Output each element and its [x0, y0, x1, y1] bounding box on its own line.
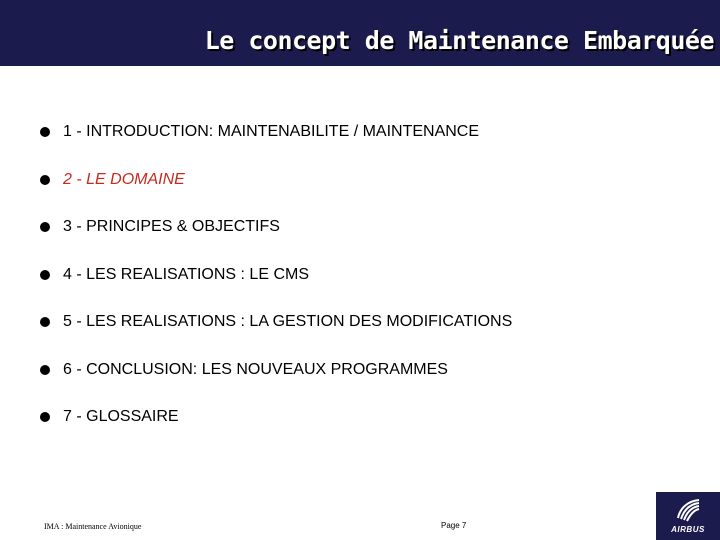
bullet-icon: [40, 412, 50, 422]
bullet-icon: [40, 127, 50, 137]
agenda-item-label: 4 - LES REALISATIONS : LE CMS: [63, 265, 309, 283]
agenda-item-3: [40, 217, 512, 265]
agenda-item-1: [40, 122, 512, 170]
agenda-item-label: 7 - GLOSSAIRE: [63, 408, 179, 425]
agenda-item-label: 5 - LES REALISATIONS : LA GESTION DES MODIFICATIONS: [63, 313, 513, 330]
slide-title: Le concept de Maintenance Embarquée: [204, 26, 714, 55]
bullet-icon: [40, 222, 50, 232]
airbus-logo-icon: [674, 496, 702, 524]
page-number: Page 7: [441, 521, 467, 530]
agenda-item-4: [40, 265, 512, 313]
bullet-icon: [40, 365, 50, 375]
agenda-list: [40, 122, 512, 455]
agenda-item-5: [40, 312, 512, 360]
agenda-item-7: [40, 407, 512, 455]
bullet-icon: [40, 175, 50, 185]
agenda-item-label: 2 - LE DOMAINE: [63, 170, 185, 188]
bullet-icon: [40, 270, 50, 280]
agenda-item-label: 1 - INTRODUCTION: MAINTENABILITE / MAINTENANCE: [63, 123, 480, 140]
title-bar: [0, 0, 720, 66]
airbus-logo: [656, 492, 720, 540]
footer-text: IMA : Maintenance Avionique: [44, 522, 142, 531]
agenda-item-2: [40, 170, 512, 218]
logo-text: AIRBUS: [671, 525, 705, 534]
agenda-item-label: 6 - CONCLUSION: LES NOUVEAUX PROGRAMMES: [63, 360, 448, 378]
agenda-item-6: [40, 360, 512, 408]
bullet-icon: [40, 317, 50, 327]
agenda-item-label: 3 - PRINCIPES & OBJECTIFS: [63, 218, 280, 235]
